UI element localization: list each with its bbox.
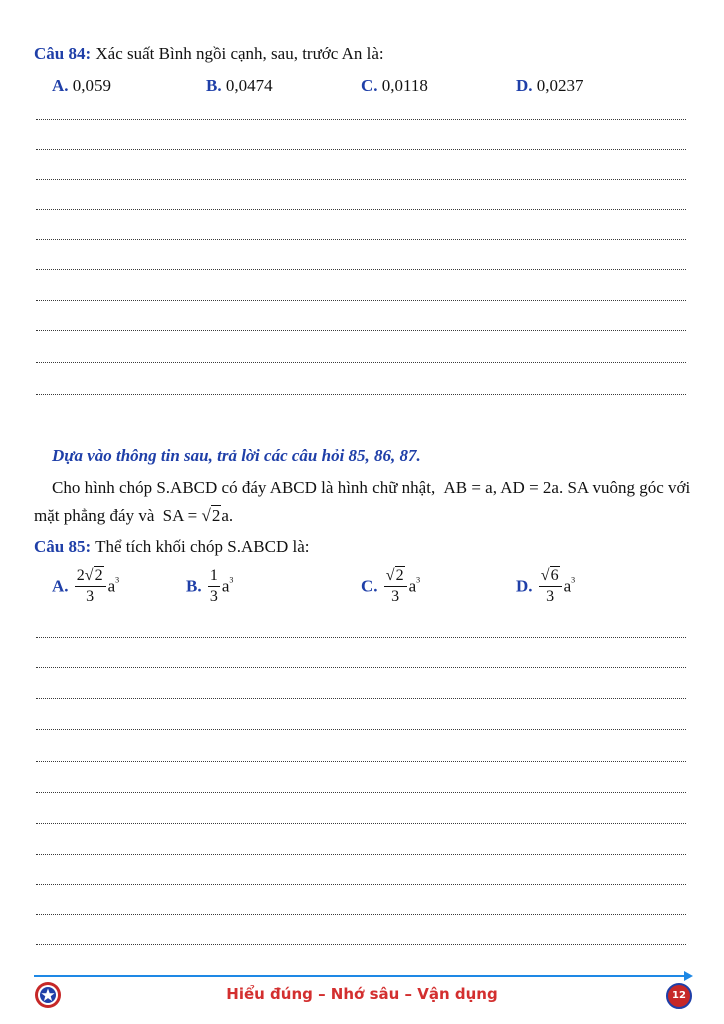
fraction [75, 566, 106, 607]
answer-line[interactable] [36, 667, 686, 668]
footer-divider [34, 975, 686, 977]
question-84-label: Câu 84: [34, 44, 92, 63]
answer-line[interactable] [36, 761, 686, 762]
exponent: 3 [416, 575, 421, 585]
math-part: SA = [162, 506, 202, 525]
fraction [208, 566, 220, 607]
q85-option-c[interactable] [361, 566, 420, 607]
variable: a [107, 576, 116, 596]
q84-option-d[interactable] [516, 76, 584, 96]
radicand: 6 [550, 567, 559, 584]
answer-line[interactable] [36, 330, 686, 331]
shared-info-line-1 [52, 478, 690, 498]
option-value: 0,0474 [221, 76, 273, 95]
math-part: a [221, 506, 229, 525]
sqrt-symbol: √2 [385, 567, 404, 584]
sqrt-symbol: √2 [84, 567, 103, 584]
answer-line[interactable] [36, 729, 686, 730]
option-value: 0,0237 [532, 76, 584, 95]
sqrt-symbol: √6 [540, 567, 559, 584]
question-84-text: Xác suất Bình ngồi cạnh, sau, trước An là: [91, 44, 384, 63]
radicand: 2 [94, 567, 103, 584]
option-letter: C. [361, 576, 378, 596]
exponent: 3 [571, 575, 576, 585]
question-85-label: Câu 85: [34, 537, 92, 556]
answer-line[interactable] [36, 269, 686, 270]
q85-option-a[interactable] [52, 566, 119, 607]
option-letter: A. [52, 576, 69, 596]
radicand: 2 [395, 567, 404, 584]
question-85 [34, 537, 309, 557]
answer-line[interactable] [36, 698, 686, 699]
denominator: 3 [209, 588, 218, 605]
q85-option-d[interactable] [516, 566, 575, 607]
variable: a [221, 576, 230, 596]
answer-line[interactable] [36, 914, 686, 915]
answer-line[interactable] [36, 884, 686, 885]
answer-line[interactable] [36, 362, 686, 363]
footer-arrow-icon [684, 971, 693, 981]
option-letter: D. [516, 576, 533, 596]
numerator: 1 [208, 566, 220, 587]
q84-option-a[interactable] [52, 76, 111, 96]
footer-motto: Hiểu đúng – Nhớ sâu – Vận dụng [226, 985, 498, 1003]
answer-line[interactable] [36, 394, 686, 395]
numerator [539, 566, 562, 587]
text-segment: Cho hình chóp S.ABCD có đáy ABCD là hình chữ nhật, [52, 478, 436, 497]
answer-line[interactable] [36, 823, 686, 824]
sqrt-symbol: √2 [201, 506, 221, 525]
math-expression: AB = a, AD = 2a [443, 478, 559, 497]
coefficient: 2 [76, 567, 85, 584]
answer-line[interactable] [36, 179, 686, 180]
answer-line[interactable] [36, 149, 686, 150]
numerator [384, 566, 407, 587]
denominator: 3 [546, 588, 555, 605]
question-84 [34, 44, 384, 64]
text-segment: mặt phẳng đáy và [34, 506, 155, 525]
option-letter: B. [186, 576, 202, 596]
answer-line[interactable] [36, 792, 686, 793]
denominator: 3 [391, 588, 400, 605]
q84-option-c[interactable] [361, 76, 428, 96]
page-number-badge: 12 [666, 983, 692, 1009]
q85-option-b[interactable] [186, 566, 233, 607]
q84-option-b[interactable] [206, 76, 273, 96]
answer-line[interactable] [36, 239, 686, 240]
fraction [384, 566, 407, 607]
answer-line[interactable] [36, 209, 686, 210]
denominator: 3 [86, 588, 95, 605]
option-value: 0,059 [68, 76, 112, 95]
option-letter: D. [516, 76, 533, 95]
exponent: 3 [115, 575, 120, 585]
exponent: 3 [229, 575, 234, 585]
answer-line[interactable] [36, 119, 686, 120]
option-letter: A. [52, 76, 69, 95]
radicand: 2 [211, 506, 221, 525]
question-85-text: Thể tích khối chóp S.ABCD là: [91, 537, 310, 556]
fraction [539, 566, 562, 607]
text-segment: . [228, 506, 234, 525]
option-value: 0,0118 [377, 76, 428, 95]
math-expression [163, 506, 229, 525]
answer-line[interactable] [36, 637, 686, 638]
variable: a [408, 576, 417, 596]
shared-info-line-2 [34, 506, 233, 526]
option-letter: B. [206, 76, 222, 95]
option-letter: C. [361, 76, 378, 95]
shared-info-heading: Dựa vào thông tin sau, trả lời các câu hỏi 85, 86, 87. [52, 446, 421, 465]
answer-line[interactable] [36, 854, 686, 855]
variable: a [563, 576, 572, 596]
text-segment: . SA vuông góc với [558, 478, 691, 497]
answer-line[interactable] [36, 944, 686, 945]
numerator [75, 566, 106, 587]
answer-line[interactable] [36, 300, 686, 301]
